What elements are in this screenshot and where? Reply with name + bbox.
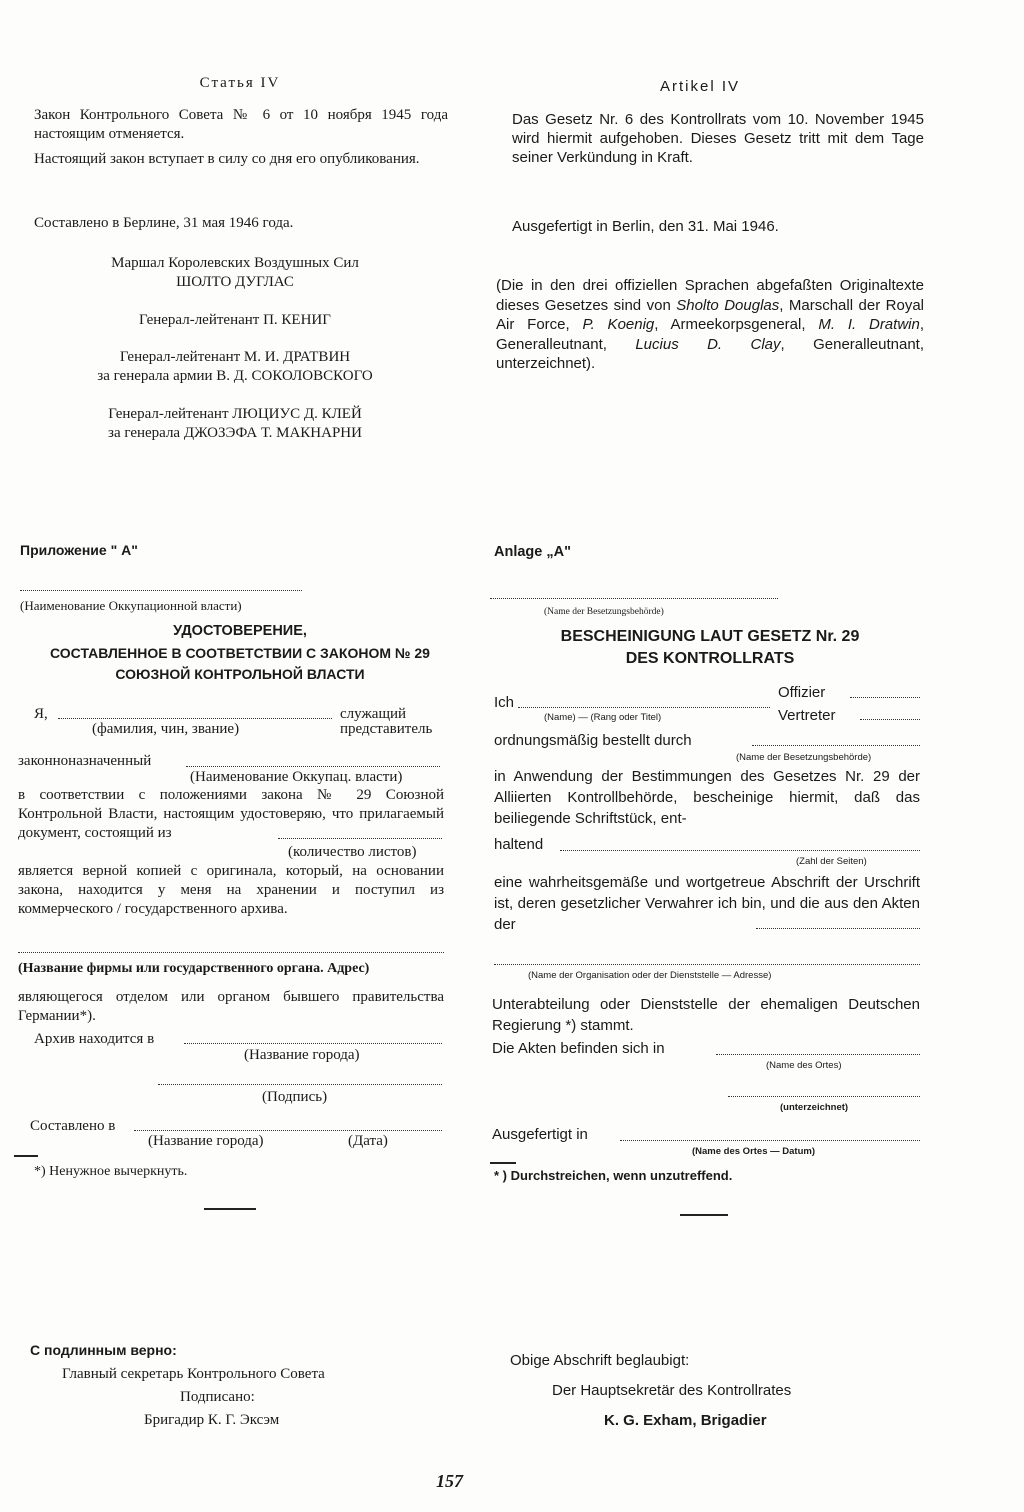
authority-caption-de: (Name der Besetzungsbehörde) (544, 607, 664, 617)
body-ru-3: являющегося отделом или органом бывшего правительства Германии*). (18, 989, 444, 1024)
paragraph-de-1: Das Gesetz Nr. 6 des Kontrollrats vom 10. November 1945 wird hiermit aufgehoben. Dieses Gesetz tritt mit dem Tage seiner Verkündung in Kraft. (512, 111, 924, 166)
done-at-de: Ausgefertigt in Berlin, den 31. Mai 1946. (512, 218, 779, 235)
city-caption: (Название города) (244, 1047, 360, 1063)
offizier-label: Offizier (778, 684, 826, 701)
signature-caption: (Подпись) (262, 1089, 328, 1105)
form-title-de-1: BESCHEINIGUNG LAUT GESETZ Nr. 29 (560, 628, 860, 645)
page-number: 157 (436, 1471, 463, 1491)
signatory-3-line2: за генерала армии В. Д. СОКОЛОВСКОГО (97, 368, 373, 384)
occupation-authority-caption-ru: (Наименование Оккупационной власти) (20, 598, 242, 613)
pages-caption: (Zahl der Seiten) (796, 856, 867, 867)
body-de-1: in Anwendung der Bestimmungen des Gesetzes Nr. 29 der Alliierten Kontrollbehörde, bescheinige hiermit, daß das beiliegende Schriftstück, ent- (494, 768, 920, 827)
signatory-3-line1: Генерал-лейтенант М. И. ДРАТВИН (119, 349, 351, 365)
note-name-clay: Lucius D. Clay (635, 335, 781, 353)
certified-de-2: Der Hauptsekretär des Kontrollrates (552, 1382, 792, 1399)
signature-field-de[interactable] (728, 1096, 920, 1097)
certified-de-1: Obige Abschrift beglaubigt: (510, 1352, 690, 1369)
signatories-note-de (496, 276, 924, 374)
annex-label-de: Anlage „A" (494, 544, 571, 560)
footnote-rule-de (490, 1162, 516, 1164)
body-de-2: eine wahrheitsgemäße und wortgetreue Abschrift der Urschrift ist, deren gesetzlicher Verwahrer ich bin, und die aus den Akten der (494, 874, 920, 933)
authority-field-de[interactable] (752, 745, 920, 746)
paragraph-ru-1: Закон Контрольного Совета № 6 от 10 ноября 1945 года настоящим отменяется. (34, 107, 448, 142)
occupation-authority-caption2-ru: (Наименование Оккупац. власти) (190, 769, 403, 785)
sheets-caption: (количество листов) (288, 844, 417, 860)
authority-caption2-de: (Name der Besetzungsbehörde) (736, 752, 872, 763)
vertreter-label: Vertreter (778, 707, 836, 724)
form-title-de-2: DES KONTROLLRATS (625, 650, 795, 667)
files-at-label: Die Akten befinden sich in (492, 1040, 665, 1057)
pages-field-de[interactable] (560, 850, 920, 851)
haltend-label: haltend (494, 836, 544, 853)
note-text-1: (Die in den drei offiziellen Sprachen abgefaßten Originaltexte dieses Gesetzes sind von (496, 277, 924, 314)
fio-caption: (фамилия, чин, звание) (92, 721, 240, 737)
article-heading-de: Artikel IV (659, 78, 740, 95)
certified-ru-3: Подписано: (180, 1389, 255, 1405)
drawn-at-label: Составлено в (30, 1118, 116, 1134)
vertreter-field[interactable] (860, 719, 920, 720)
signed-caption: (unterzeichnet) (780, 1102, 849, 1113)
certified-ru-4: Бригадир К. Г. Эксэм (144, 1412, 280, 1428)
note-text-3: , Armeekorpsgeneral, (654, 316, 819, 333)
occupation-authority-field-ru[interactable] (186, 766, 440, 767)
place-caption: (Name des Ortes) (766, 1060, 842, 1071)
offizier-field[interactable] (850, 697, 920, 698)
place-date-caption: (Name des Ortes — Datum) (692, 1146, 816, 1157)
signatory-2: Генерал-лейтенант П. КЕНИГ (139, 312, 331, 328)
archive-at-label: Архив находится в (34, 1031, 155, 1047)
body-ru-1: в соответствии с положениями закона № 29 Союзной Контрольной Власти, настоящим удостоверяю, что прилагаемый документ, состоящий из (18, 787, 444, 841)
note-name-dratwin: M. I. Dratwin (818, 316, 920, 333)
annex-label-ru: Приложение " А" (20, 542, 138, 558)
city-caption-2: (Название города) (148, 1133, 264, 1149)
certified-de-3: K. G. Exham, Brigadier (604, 1412, 767, 1429)
ya-label: Я, (34, 706, 48, 722)
firm-field-ru[interactable] (18, 952, 444, 953)
issued-in-label: Ausgefertigt in (492, 1126, 588, 1143)
body-de-3: Unterabteilung oder Dienststelle der ehemaligen Deutschen Regierung *) stammt. (492, 996, 920, 1034)
issued-in-field[interactable] (620, 1140, 920, 1141)
org-field-inline[interactable] (756, 928, 920, 929)
name-field-de[interactable] (518, 707, 770, 708)
note-text-4: , Generalleutnant, (496, 316, 925, 353)
signatory-1-name: ШОЛТО ДУГЛАС (176, 274, 294, 290)
org-field-de[interactable] (494, 964, 920, 965)
done-at-ru: Составлено в Берлине, 31 мая 1946 года. (34, 215, 294, 231)
date-caption: (Дата) (348, 1133, 388, 1149)
org-caption: (Name der Organisation oder der Dienststelle — Adresse) (528, 970, 772, 981)
body-ru-2: является верной копией с оригинала, который, на основании закона, находится у меня на хранении и поступил из коммерческого / государственного архива. (18, 863, 444, 917)
note-name-douglas: Sholto Douglas (676, 296, 780, 314)
signatory-4-line1: Генерал-лейтенант ЛЮЦИУС Д. КЛЕЙ (108, 406, 362, 422)
footnote-ru: *) Ненужное вычеркнуть. (34, 1164, 188, 1179)
separator-de (680, 1214, 728, 1216)
name-rank-caption: (Name) — (Rang oder Titel) (544, 712, 662, 723)
paragraph-ru-2: Настоящий закон вступает в силу со дня его опубликования. (34, 151, 420, 167)
ich-label: Ich (494, 694, 515, 711)
separator-ru (204, 1208, 256, 1210)
serving-label: служащий (340, 706, 407, 722)
bestellt-label: ordnungsmäßig bestellt durch (494, 732, 692, 749)
signatory-4-line2: за генерала ДЖОЗЭФА Т. МАКНАРНИ (108, 425, 362, 441)
note-text-2: , Marschall der Royal Air Force, (496, 296, 925, 333)
footnote-de: * ) Durchstreichen, wenn unzutreffend. (494, 1168, 733, 1183)
name-field-ru[interactable] (58, 718, 332, 719)
files-place-field[interactable] (716, 1054, 920, 1055)
authority-line-de (490, 598, 778, 599)
lawful-label: законноназначенный (18, 753, 152, 769)
firm-caption: (Название фирмы или государственного органа. Адрес) (18, 961, 370, 976)
note-text-5: , Generalleutnant, unterzeichnet). (496, 335, 925, 372)
note-name-koenig: P. Koenig (582, 316, 655, 333)
article-heading-ru: Статья IV (199, 75, 281, 91)
signatory-1-title: Маршал Королевских Воздушных Сил (111, 255, 359, 271)
form-title-ru-2: СОСТАВЛЕННОЕ В СООТВЕТСТВИИ С ЗАКОНОМ № 29 (50, 645, 430, 661)
certified-ru-1: С подлинным верно: (30, 1342, 177, 1358)
form-title-ru-3: СОЮЗНОЙ КОНТРОЛЬНОЙ ВЛАСТИ (115, 666, 365, 682)
footnote-rule-ru (14, 1155, 38, 1157)
signature-field-ru[interactable] (158, 1084, 442, 1085)
sheets-field-ru[interactable] (278, 838, 442, 839)
form-title-ru-1: УДОСТОВЕРЕНИЕ, (173, 623, 307, 639)
archive-city-field[interactable] (184, 1043, 442, 1044)
certified-ru-2: Главный секретарь Контрольного Совета (62, 1366, 325, 1382)
representative-label: представитель (340, 721, 433, 737)
occupation-authority-line-ru (20, 590, 302, 591)
drawn-at-field[interactable] (134, 1130, 442, 1131)
